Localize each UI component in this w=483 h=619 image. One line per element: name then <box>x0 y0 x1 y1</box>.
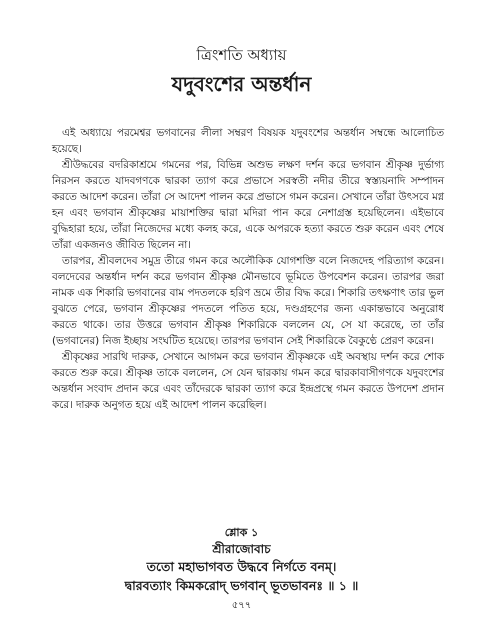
verse-line-2: দ্বারবত্যাং কিমকরোদ্‌ ভগবান্‌ ভূতভাবনঃ ॥ ১ ॥ <box>124 578 359 593</box>
summary-paragraph: শ্রীকৃষ্ণের সারথি দারুক, সেখানে আগমন করে ভগবান শ্রীকৃষ্ণকে এই অবস্থায় দর্শন করে শোক করতে শুরু করে। শ্রীকৃষ্ণ তাকে বললেন, সে যেন দ্বারকায় গমন করে দ্বারকাবাসীগণকে যদুবংশের অন্তর্ধান সংবাদ প্রদান করে এবং তাঁদেরকে দ্বারকা ত্যাগ করে ইন্দ্রপ্রস্থে গমন করতে উপদেশ প্রদান করে। দারুক অনুগত হয়ে এই আদেশ পালন করেছিল। <box>52 351 444 411</box>
summary-paragraph: তারপর, শ্রীবলদেব সমুদ্র তীরে গমন করে অলৌকিক যোগশক্তি বলে নিজদেহ পরিত্যাগ করেন। বলদেবের অন্তর্ধান দর্শন করে ভগবান শ্রীকৃষ্ণ মৌনভাবে ভূমিতে উপবেশন করেন। তারপর জরা নামক এক শিকারি ভগবানের বাম পদতলকে হরিণ ভ্রমে তীর বিদ্ধ করে। শিকারি তৎক্ষণাৎ তার ভুল বুঝতে পেরে, ভগবান শ্রীকৃষ্ণের পদতলে পতিত হয়ে, দণ্ডগ্রহণের জন্য একান্তভাবে অনুরোধ করতে থাকে। তার উত্তরে ভগবান শ্রীকৃষ্ণ শিকারিকে বললেন যে, সে যা করেছে, তা তাঁর (ভগবানের) নিজ ইচ্ছায় সংঘটিত হয়েছে। তারপর ভগবান সেই শিকারিকে বৈকুণ্ঠে প্রেরণ করেন। <box>52 255 444 347</box>
verse-number: শ্লোক ১ <box>224 526 259 539</box>
verse-speaker: শ্রীরাজোবাচ <box>212 542 271 556</box>
chapter-summary <box>52 125 444 413</box>
chapter-label: ত্রিংশতি অধ্যায় <box>196 46 287 64</box>
summary-paragraph: এই অধ্যায়ে পরমেশ্বর ভগবানের লীলা সম্বরণ বিষয়ক যদুবংশের অন্তর্ধান সম্বন্ধে আলোচিত হয়েছে। <box>52 127 444 155</box>
verse-line-1: ততো মহাভাগবত উদ্ধবে নির্গতে বনম্‌। <box>146 559 337 574</box>
page-number: ৫৭৭ <box>231 600 252 611</box>
summary-paragraph: শ্রীউদ্ধবের বদরিকাশ্রমে গমনের পর, বিভিন্ন অশুভ লক্ষণ দর্শন করে ভগবান শ্রীকৃষ্ণ দুর্ভাগ্য নিরসন করতে যাদবগণকে দ্বারকা ত্যাগ করে প্রভাসে সরস্বতী নদীর তীরে স্বস্ত্যয়নাদি সম্পাদন করতে আদেশ করেন। তাঁরা সে আদেশ পালন করে প্রভাসে গমন করেন। সেখানে তাঁরা উৎসবে মগ্ন হন এবং ভগবান শ্রীকৃষ্ণের মায়াশক্তির দ্বারা মদিরা পান করে নেশাগ্রস্ত হয়েছিলেন। এইভাবে বুদ্ধিহারা হয়ে, তাঁরা নিজেদের মধ্যে কলহ করে, একে অপরকে হত্যা করতে শুরু করেন এবং শেষে তাঁরা একজনও জীবিত ছিলেন না। <box>52 159 444 251</box>
chapter-title: যদুবংশের অন্তর্ধান <box>171 72 312 96</box>
